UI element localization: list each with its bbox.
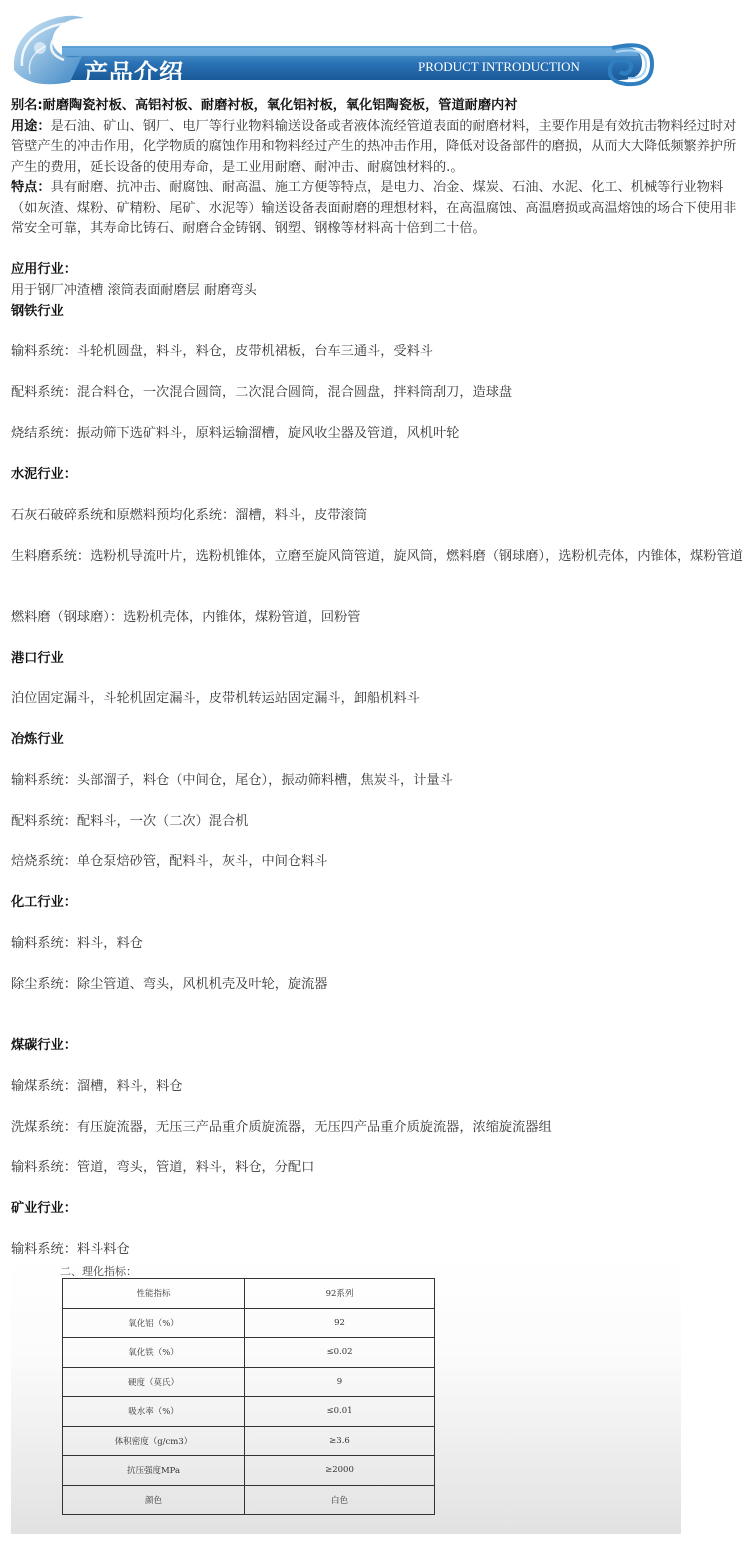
mining-line: 输料系统：料斗料仓 bbox=[11, 1242, 130, 1257]
spec-table bbox=[62, 1278, 435, 1515]
table-cell-property: 硬度（莫氏） bbox=[63, 1367, 245, 1397]
use-text: 是石油、矿山、钢厂、电厂等行业物料输送设备或者液体流经管道表面的耐磨材料，主要作用是有效抗击物料经过时对管壁产生的冲击作用，化学物质的腐蚀作用和物料经过产生的热冲击作用，降低对设备部件的磨损，从而大大降低频繁养护所产生的费用，延长设备的使用寿命，是工业用耐磨、耐冲击、耐腐蚀材料的.。 bbox=[11, 118, 737, 175]
steel-line: 输料系统：斗轮机圆盘，料斗，料仓，皮带机裙板，台车三通斗，受料斗 bbox=[11, 344, 433, 359]
coal-line: 洗煤系统：有压旋流器，无压三产品重介质旋流器，无压四产品重介质旋流器，浓缩旋流器组 bbox=[11, 1120, 552, 1135]
table-cell-value: 白色 bbox=[245, 1485, 435, 1515]
smelting-line: 焙烧系统：单仓泵焙砂管，配料斗，灰斗，中间仓料斗 bbox=[11, 854, 328, 869]
cement-line: 石灰石破碎系统和原燃料预均化系统：溜槽，料斗，皮带滚筒 bbox=[11, 508, 368, 523]
table-cell-property: 抗压强度MPa bbox=[63, 1456, 245, 1486]
steel-line: 配料系统：混合料仓，一次混合圆筒，二次混合圆筒，混合圆盘，拌料筒刮刀，造球盘 bbox=[11, 385, 513, 400]
banner-subtitle: PRODUCT INTRODUCTION bbox=[418, 59, 580, 74]
cement-line: 燃料磨（钢球磨）：选粉机壳体，内锥体，煤粉管道，回粉管 bbox=[11, 610, 361, 625]
table-row bbox=[63, 1338, 435, 1368]
chemical-line: 输料系统：料斗，料仓 bbox=[11, 936, 143, 951]
table-cell-property: 吸水率（%） bbox=[63, 1397, 245, 1427]
table-row bbox=[63, 1485, 435, 1515]
alias-label: 别名: bbox=[11, 98, 43, 113]
steel-heading: 钢铁行业 bbox=[11, 304, 64, 319]
feature-label: 特点： bbox=[11, 180, 51, 195]
alias-paragraph bbox=[11, 96, 745, 117]
mining-heading: 矿业行业： bbox=[11, 1201, 77, 1216]
table-cell-value: ≤0.01 bbox=[245, 1397, 435, 1427]
table-cell-value: 9 bbox=[245, 1367, 435, 1397]
table-cell-property: 氧化铝（%） bbox=[63, 1308, 245, 1338]
table-cell-property: 颜色 bbox=[63, 1485, 245, 1515]
product-intro-banner bbox=[10, 8, 655, 90]
use-paragraph bbox=[11, 117, 745, 179]
coal-heading: 煤碳行业： bbox=[11, 1038, 77, 1053]
chemical-line: 除尘系统：除尘管道、弯头，风机机壳及叶轮，旋流器 bbox=[11, 977, 328, 992]
chemical-heading: 化工行业： bbox=[11, 895, 77, 910]
table-row bbox=[63, 1367, 435, 1397]
smelting-heading: 冶炼行业 bbox=[11, 732, 64, 747]
cement-heading: 水泥行业： bbox=[11, 467, 77, 482]
port-line: 泊位固定漏斗，斗轮机固定漏斗，皮带机转运站固定漏斗，卸船机料斗 bbox=[11, 691, 420, 706]
table-cell-property: 氧化铁（%） bbox=[63, 1338, 245, 1368]
table-cell-property: 体积密度（g/cm3） bbox=[63, 1426, 245, 1456]
table-cell-value: ≤0.02 bbox=[245, 1338, 435, 1368]
use-label: 用途： bbox=[11, 118, 51, 134]
feature-paragraph bbox=[11, 178, 745, 240]
spec-table-panel bbox=[11, 1258, 681, 1534]
smelting-line: 配料系统：配料斗，一次（二次）混合机 bbox=[11, 814, 249, 829]
table-cell-value: 92 bbox=[245, 1308, 435, 1338]
alias-text: 耐磨陶瓷衬板、高铝衬板、耐磨衬板，氧化铝衬板，氧化铝陶瓷板，管道耐磨内衬 bbox=[42, 98, 518, 113]
table-row bbox=[63, 1456, 435, 1486]
coal-line: 输料系统：管道，弯头，管道，料斗，料仓，分配口 bbox=[11, 1160, 315, 1175]
table-cell-value: ≥2000 bbox=[245, 1456, 435, 1486]
table-row bbox=[63, 1426, 435, 1456]
spec-table-title: 二、理化指标： bbox=[60, 1265, 137, 1278]
cement-line: 生料磨系统：选粉机导流叶片，选粉机锥体，立磨至旋风筒管道，旋风筒，燃料磨（钢球磨），选粉机壳体，内锥体，煤粉管道 bbox=[11, 549, 743, 564]
banner-title: 产品介绍 bbox=[84, 58, 184, 87]
steel-line: 烧结系统：振动筛下选矿料斗，原料运输溜槽，旋风收尘器及管道，风机叶轮 bbox=[11, 426, 460, 441]
coal-line: 输煤系统：溜槽，料斗，料仓 bbox=[11, 1079, 183, 1094]
table-cell-value: ≥3.6 bbox=[245, 1426, 435, 1456]
applications-heading: 应用行业： bbox=[11, 262, 77, 277]
applications-subline: 用于钢厂冲渣槽 滚筒表面耐磨层 耐磨弯头 bbox=[11, 283, 257, 298]
table-cell-value: 92系列 bbox=[245, 1279, 435, 1309]
table-row bbox=[63, 1279, 435, 1309]
table-row bbox=[63, 1397, 435, 1427]
table-row bbox=[63, 1308, 435, 1338]
product-intro-text bbox=[11, 96, 745, 240]
smelting-line: 输料系统：头部溜子，料仓（中间仓，尾仓），振动筛料槽，焦炭斗，计量斗 bbox=[11, 773, 453, 788]
table-cell-property: 性能指标 bbox=[63, 1279, 245, 1309]
port-heading: 港口行业 bbox=[11, 651, 64, 666]
feature-text: 具有耐磨、抗冲击、耐腐蚀、耐高温、施工方便等特点，是电力、冶金、煤炭、石油、水泥、化工、机械等行业物料（如灰渣、煤粉、矿精粉、尾矿、水泥等）输送设备表面耐磨的理想材料，在高温腐蚀、高温磨损或高温熔蚀的场合下使用非常安全可靠，其寿命比铸石、耐磨合金铸钢、钢塑、钢橡等材料高十倍到二十倍。 bbox=[11, 180, 737, 236]
